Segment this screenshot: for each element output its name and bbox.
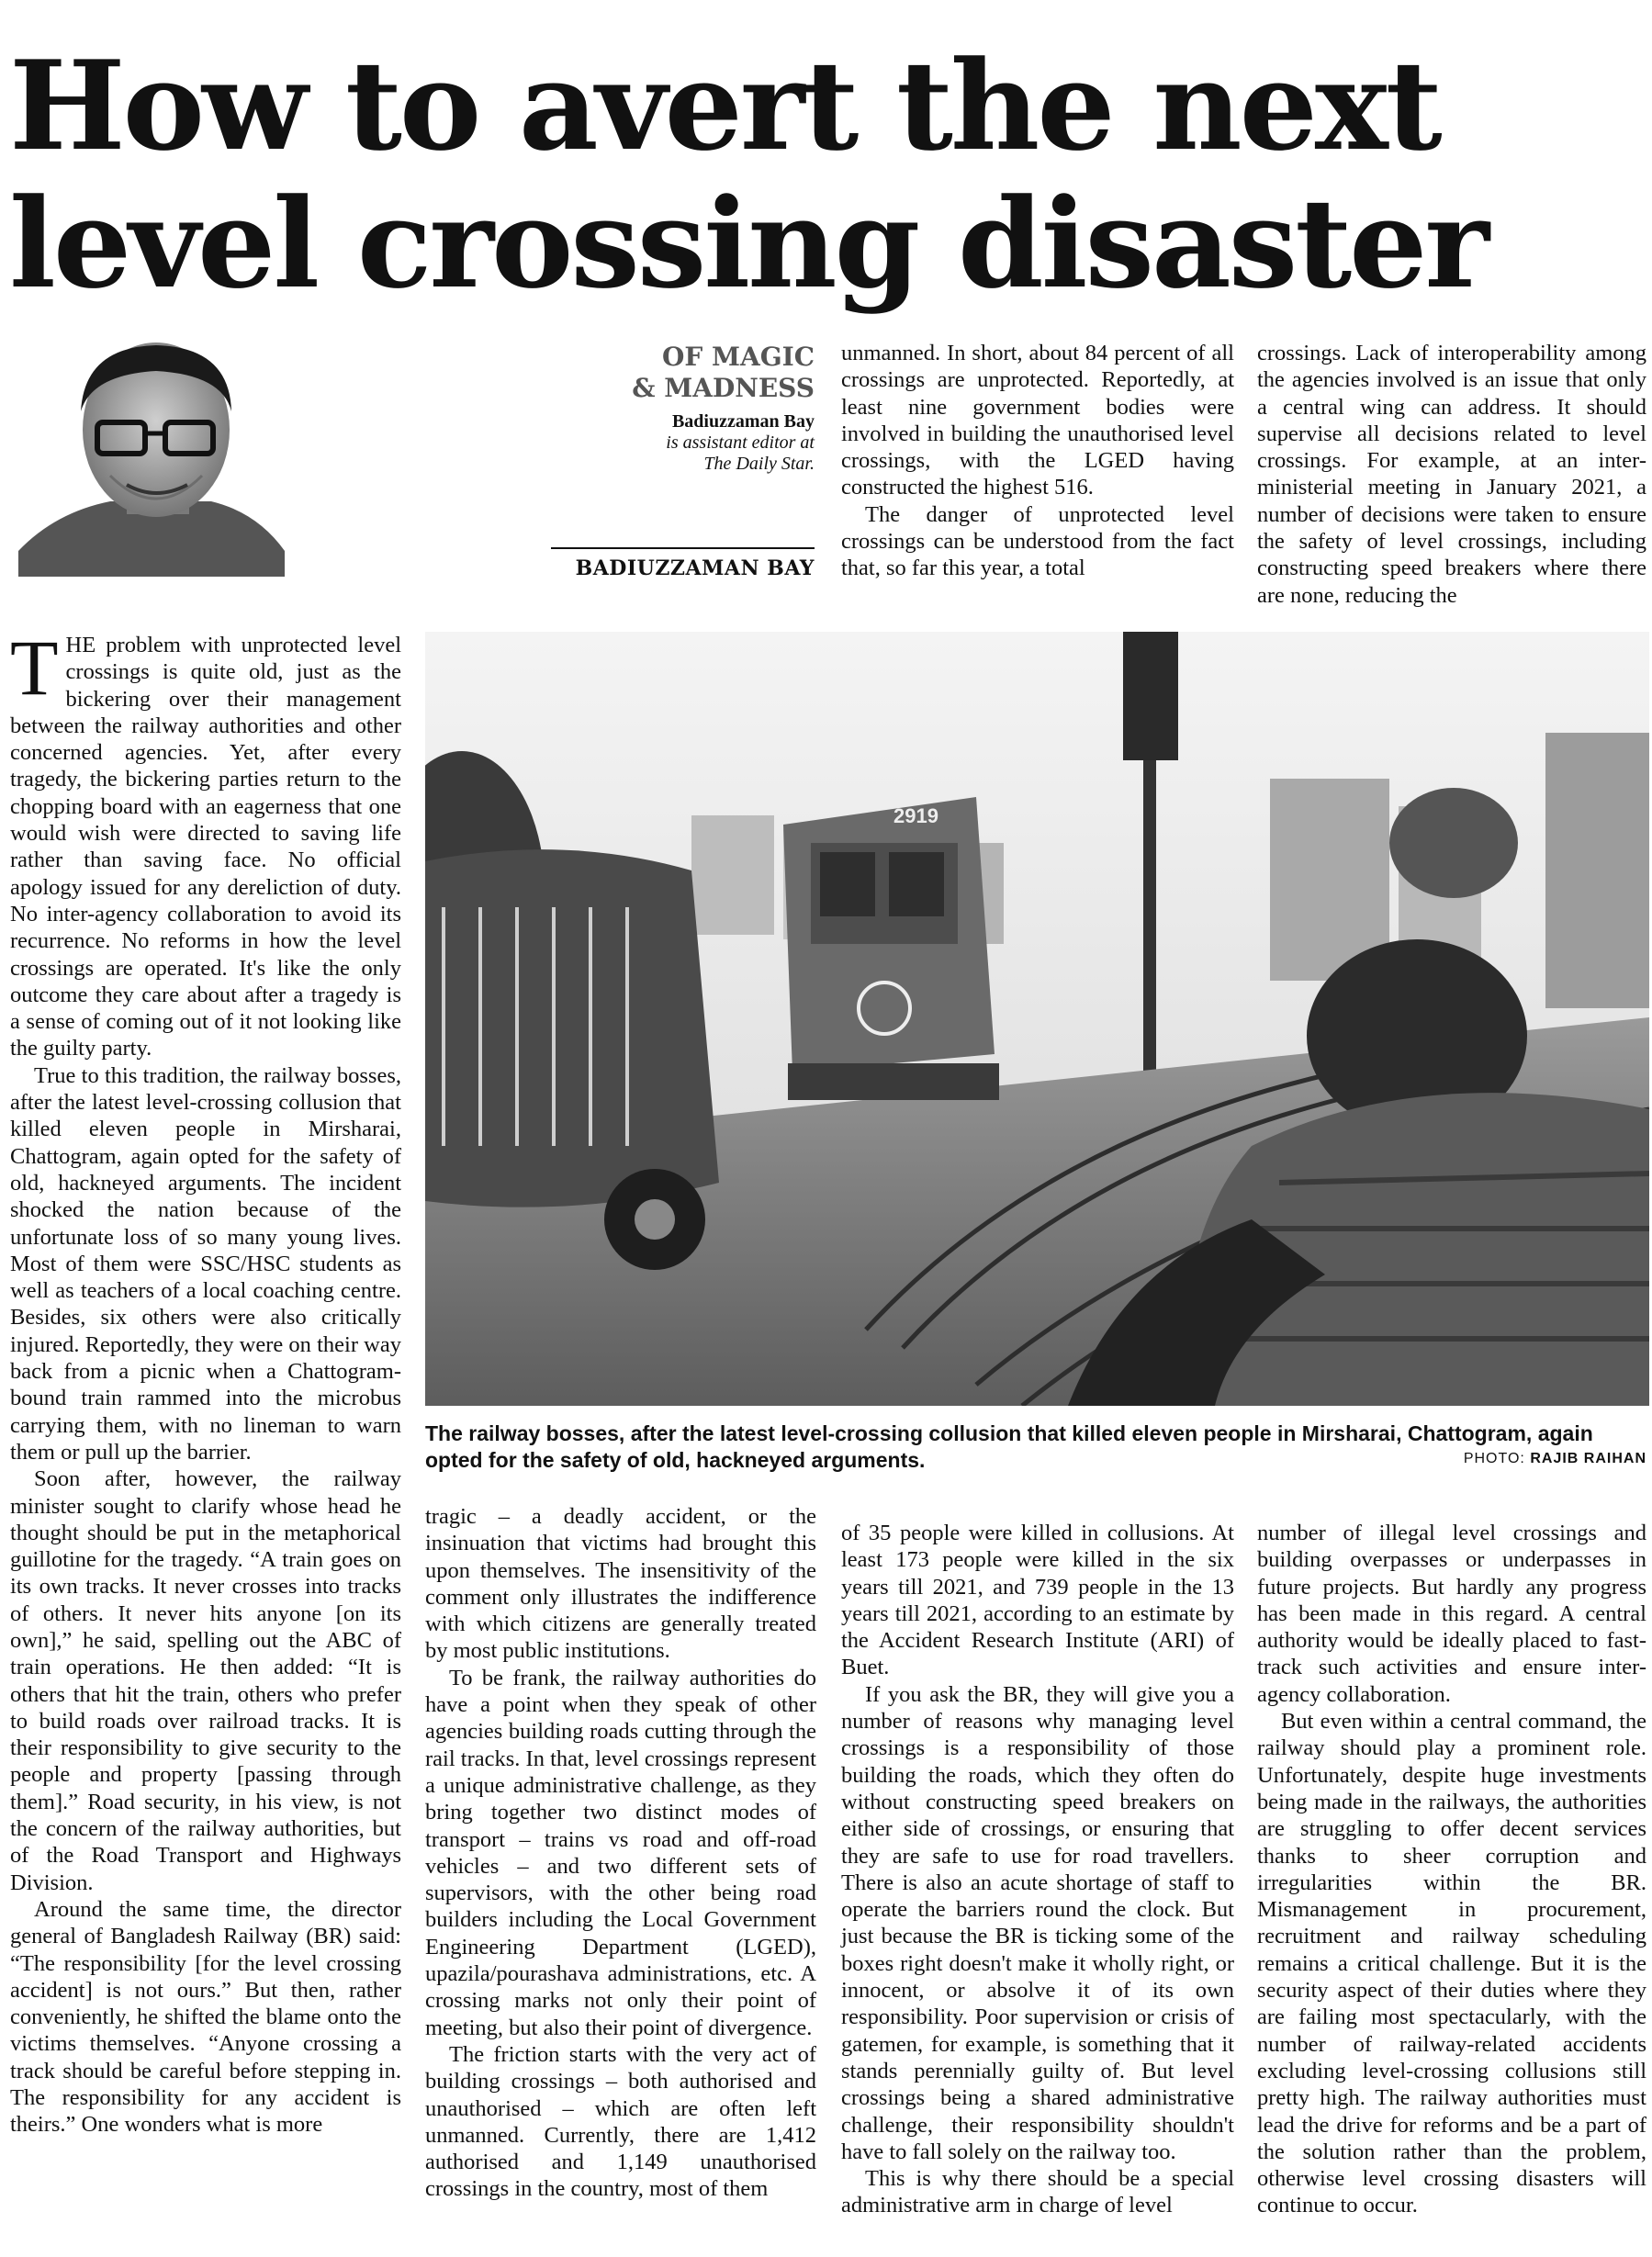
left-column	[10, 623, 401, 2139]
paragraph: But even within a central command, the railway should play a prominent role. Unfortunately, despite huge investments being made in the railways, the authorities are struggling to offer decent services thanks to sheer corruption and irregularities within the BR. Mismanagement in procurement, recruitment and railway scheduling remains a critical challenge. But it is the security aspect of their duties where they are failing most spectacularly, with the number of railway-related accidents excluding level-crossing collusions still pretty high. The railway authorities must lead the drive for reforms and be a part of the solution rather than the problem, otherwise level crossing disasters will continue to occur.	[1257, 1709, 1646, 2218]
top-column-2	[1257, 340, 1646, 609]
locomotive-number: 2919	[893, 804, 938, 827]
credit-label: PHOTO:	[1463, 1451, 1525, 1466]
photo-caption: The railway bosses, after the latest level-crossing collusion that killed eleven people in Mirsharai, Chattogram, again opted for the safety of old, hackneyed arguments.	[425, 1421, 1593, 1472]
byline-rule	[551, 547, 815, 549]
paragraph: unmanned. In short, about 84 percent of all crossings are unprotected. Reportedly, at least nine government bodies were involved in building the unauthorised level crossings, with the LGED having constructed the highest 516.	[841, 341, 1234, 500]
bottom-column-3	[841, 1520, 1234, 2219]
headline: How to avert the next level crossing disaster	[9, 33, 1488, 316]
bottom-column-2	[425, 1503, 816, 2203]
bottom-column-4	[1257, 1520, 1646, 2219]
paragraph: tragic – a deadly accident, or the insinuation that victims had brought this upon themselves. The insensitivity of the comment only illustrates the indifference with which citizens are generally treated by most public institutions.	[425, 1504, 816, 1664]
column-name	[551, 342, 815, 404]
credit-name: RAJIB RAIHAN	[1530, 1451, 1646, 1466]
bio-name: Badiuzzaman Bay	[671, 411, 815, 432]
paragraph: crossings. Lack of interoperability among the agencies involved is an issue that only a central wing can address. It should supervise all decisions related to level crossings. For example, at an inter-ministerial meeting in January 2021, a number of decisions were taken to ensure the safety of level crossings, including constructing speed breakers where there are none, reducing the	[1257, 341, 1646, 608]
author-portrait	[18, 338, 643, 577]
author-byline: BADIUZZAMAN BAY	[575, 556, 815, 580]
paragraph: The danger of unprotected level crossings can be understood from the fact that, so far this year, a total	[841, 501, 1234, 581]
paragraph: Around the same time, the director general of Bangladesh Railway (BR) said: “The responsibility [for the level crossing accident] is not ours.” But then, rather conveniently, he shifted the blame onto the victims themselves. “Anyone crossing a track should be careful before stepping in. The responsibility for any accident is theirs.” One wonders what is more	[10, 1896, 401, 2138]
paragraph: To be frank, the railway authorities do have a point when they speak of other agencies building roads cutting through the rail tracks. In that, level crossings represent a unique administrative challenge, as they bring together two distinct modes of transport – trains vs road and off-road vehicles – and two different sets of supervisors, with the other being road builders including the Local Government Engineering Department (LGED), upazila/pourashava administrations, etc. A crossing marks not only their point of meeting, but also their point of divergence.	[425, 1665, 816, 2040]
column-name-line2: & MADNESS	[632, 373, 815, 403]
paragraph: Soon after, however, the railway minister sought to clarify whose head he thought should be put in the metaphorical guillotine for the tragedy. “A train goes on its own tracks. It never crosses into tracks of others. It never hits anyone [on its own],” he said, spelling out the ABC of train operations. He then added: “It is others that hit the train, others who prefer to build roads over railroad tracks. It is their responsibility to give security to the people and property [passing through them].” Road security, in his view, is not the concern of the railway authorities, but of the Road Transport and Highways Division.	[10, 1466, 401, 1895]
paragraph: number of illegal level crossings and building overpasses or underpasses in future projects. But hardly any progress has been made in this regard. A central authority would be ideally placed to fast-track such activities and ensure inter-agency collaboration.	[1257, 1521, 1646, 1707]
top-column-1	[841, 340, 1234, 582]
lead-text: HE problem with unprotected level crossings is quite old, just as the bickering over their management between the railway authorities and other concerned agencies. Yet, after every tragedy, the bickering parties return to the chopping board with an eagerness that one would wish were directed to saving life rather than saving face. No official apology issued for any dereliction of duty. No inter-agency collaboration to avoid its recurrence. No reforms in how the level crossings are operated. It's like the only outcome they care about after a tragedy is a sense of coming out of it not looking like the guilty party.	[10, 633, 401, 1061]
paragraph: The friction starts with the very act of building crossings – both authorised and unauthorised – which are often left unmanned. Currently, there are 1,412 authorised and 1,149 unauthorised crossings in the country, most of them	[425, 2041, 816, 2202]
column-name-line1: OF MAGIC	[661, 342, 815, 372]
paragraph: of 35 people were killed in collusions. At least 173 people were killed in the six years till 2021, and 739 people in the 13 years till 2021, according to an estimate by the Accident Research Institute (ARI) of Buet.	[841, 1521, 1234, 1680]
news-photo	[425, 632, 1649, 1406]
bio-line2: The Daily Star.	[703, 454, 815, 474]
drop-cap: T	[10, 623, 59, 712]
photo-credit	[1464, 1451, 1646, 1467]
bio-line1: is assistant editor at	[666, 432, 815, 453]
paragraph-lead	[10, 623, 401, 1062]
paragraph: If you ask the BR, they will give you a number of reasons why managing level crossings is a responsibility of those building the roads, which they often do without constructing speed breakers on either side of crossings, or ensuring that they are safe to use for road travellers. There is also an acute shortage of staff to operate the barriers round the clock. But just because the BR is ticking some of the boxes right doesn't make it wholly right, or innocent, or absolve it of its own responsibility. Poor supervision or crisis of gatemen, for example, is something that it stands perennially guilty of. But level crossings being a shared administrative challenge, their responsibility shouldn't have to fall solely on the railway too.	[841, 1681, 1234, 2164]
paragraph: True to this tradition, the railway bosses, after the latest level-crossing collusion that killed eleven people in Mirsharai, Chattogram, again opted for the safety of old, hackneyed arguments. The incident shocked the nation because of the unfortunate loss of so many young lives. Most of them were SSC/HSC students as well as teachers of a local coaching centre. Besides, six others were also critically injured. Reportedly, they were on their way back from a picnic when a Chattogram-bound train rammed into the microbus carrying them, with no lineman to warn them or pull up the barrier.	[10, 1062, 401, 1465]
paragraph: This is why there should be a special administrative arm in charge of level	[841, 2166, 1234, 2218]
author-bio	[551, 411, 815, 475]
